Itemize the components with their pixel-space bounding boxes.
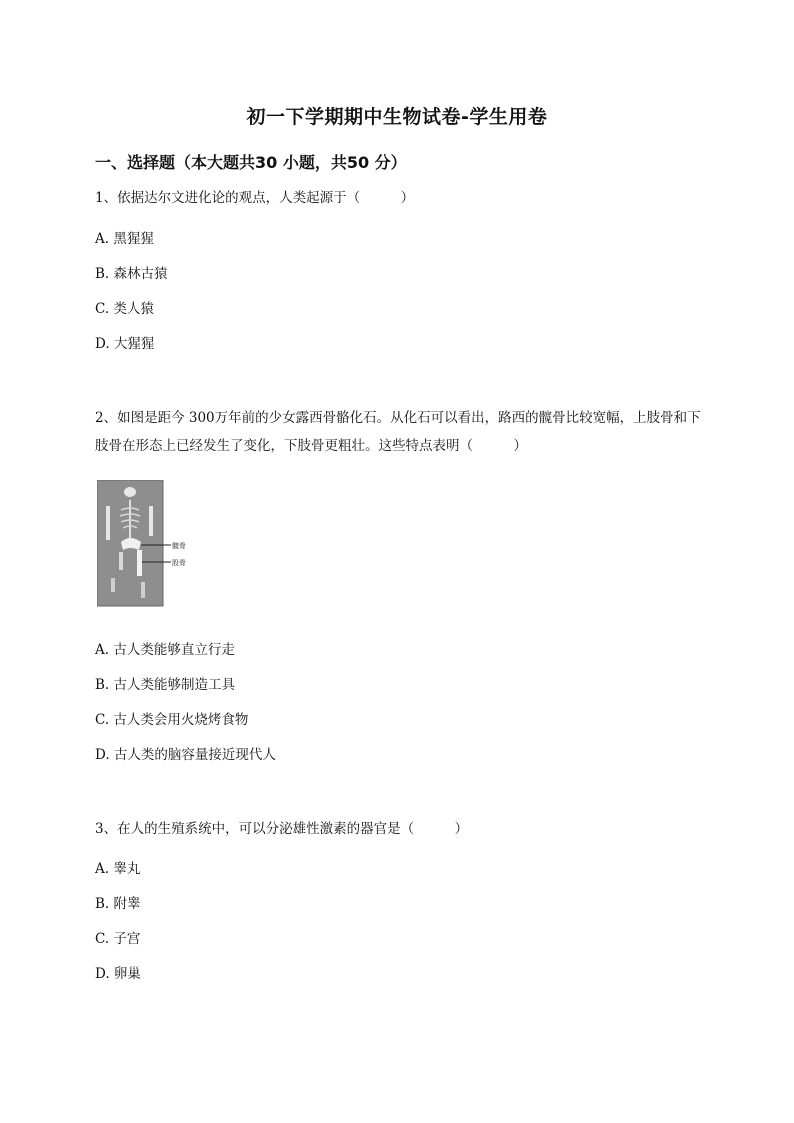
- question-2-option-b: B. 古人类能够制造工具: [95, 677, 236, 693]
- skeleton-fossil-figure: [97, 480, 195, 608]
- question-3-option-a: A. 睾丸: [95, 861, 141, 877]
- question-2-option-a: A. 古人类能够直立行走: [95, 642, 235, 658]
- question-1-option-d: D. 大猩猩: [95, 336, 155, 352]
- question-3-stem: 3、在人的生殖系统中，可以分泌雄性激素的器官是（ ）: [95, 821, 469, 837]
- question-1-option-b: B. 森林古猿: [95, 266, 168, 282]
- question-1-option-a: A. 黑猩猩: [95, 231, 154, 247]
- femur-bone: [137, 550, 142, 576]
- question-2-stem: 2、如图是距今 300万年前的少女露西骨骼化石。从化石可以看出，路西的髋骨比较宽幅，上肢骨和下肢骨在形态上已经发生了变化，下肢骨更粗壮。这些特点表明（ ）: [95, 410, 701, 454]
- question-3-option-c: C. 子宫: [95, 931, 141, 947]
- question-1-stem: 1、依据达尔文进化论的观点，人类起源于（ ）: [95, 190, 415, 206]
- question-2-option-d: D. 古人类的脑容量接近现代人: [95, 747, 276, 763]
- skull-fragment: [124, 487, 136, 497]
- question-3-option-b: B. 附睾: [95, 896, 141, 912]
- section-heading: 一、选择题（本大题共30 小题，共50 分）: [95, 153, 407, 172]
- question-3-option-d: D. 卵巢: [95, 966, 141, 982]
- page-title: 初一下学期期中生物试卷-学生用卷: [246, 106, 548, 128]
- figure-label-hip: 髋骨: [172, 542, 186, 550]
- figure-label-femur: 股骨: [172, 559, 186, 567]
- question-1-option-c: C. 类人猿: [95, 301, 154, 317]
- question-2-option-c: C. 古人类会用火烧烤食物: [95, 712, 249, 728]
